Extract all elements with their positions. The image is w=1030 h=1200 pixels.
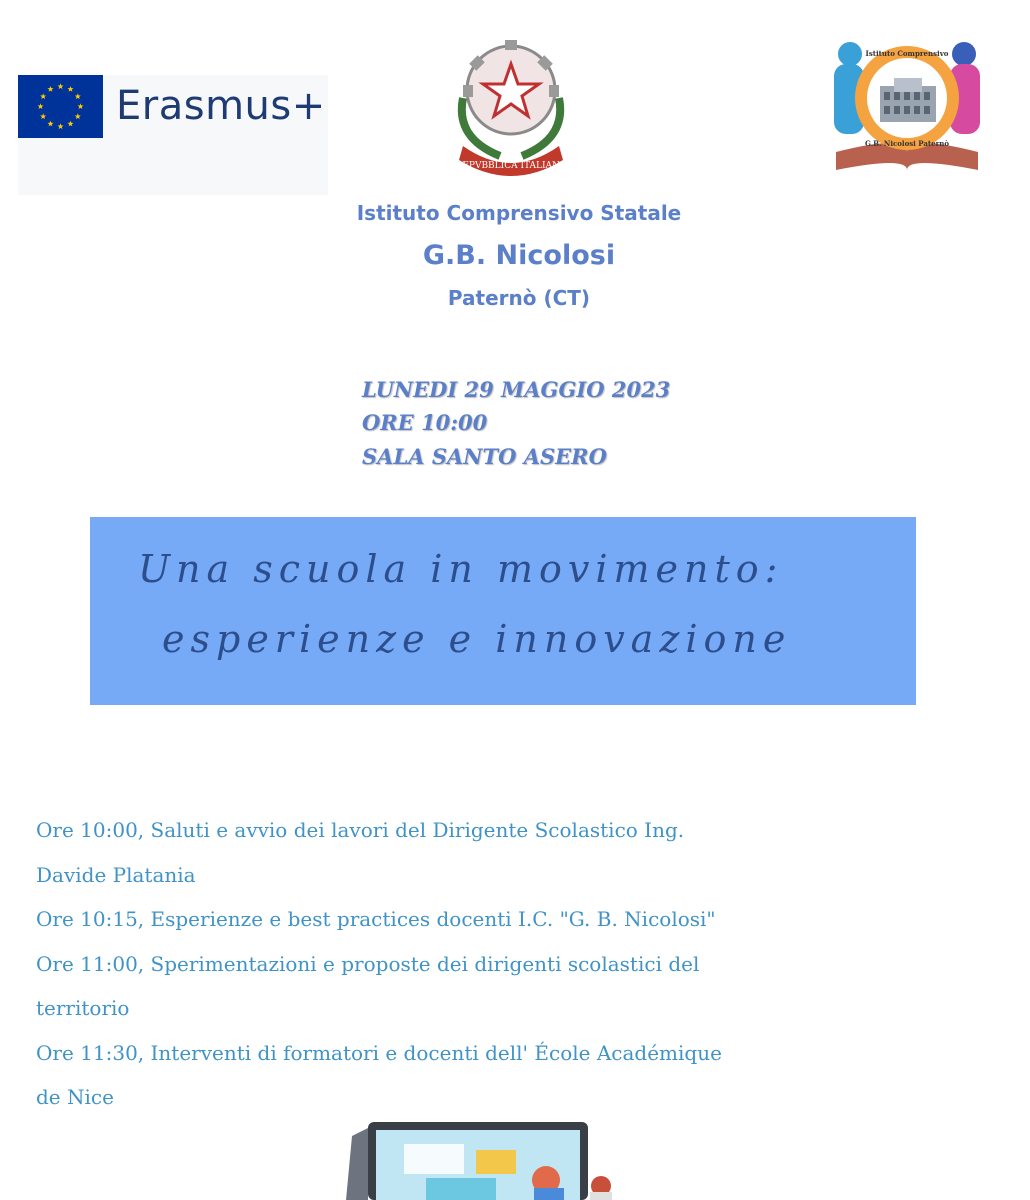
erasmus-wordmark: Erasmus+ [116,83,326,129]
school-logo-icon [828,34,986,174]
italian-republic-emblem-icon [445,28,577,180]
program-line: territorio [36,996,130,1020]
title-line-1: Una scuola in movimento: [138,547,784,591]
eu-flag-icon [18,75,103,138]
emblem-ribbon-text: REPVBBLICA ITALIANA [455,161,567,171]
program-line: Ore 11:30, Interventi di formatori e docenti dell' École Académique [36,1040,722,1065]
erasmus-plus-logo [18,75,328,195]
event-date: LUNEDI 29 MAGGIO 2023 [362,377,671,402]
program-line: Ore 10:15, Esperienze e best practices docenti I.C. "G. B. Nicolosi" [36,907,716,931]
institute-name: G.B. Nicolosi [422,240,616,271]
laptop-illustration-icon [346,1118,616,1200]
institute-type: Istituto Comprensivo Statale [356,201,682,225]
institute-city: Paternò (CT) [447,286,591,310]
program-line: de Nice [36,1085,114,1109]
school-logo-text-bottom: G.B. Nicolosi Paternò [864,139,950,148]
program-line: Ore 11:00, Sperimentazioni e proposte dei dirigenti scolastici del [36,951,700,976]
event-time: ORE 10:00 [362,410,488,435]
program-line: Davide Platania [36,862,196,887]
title-banner [90,517,916,705]
program-line: Ore 10:00, Saluti e avvio dei lavori del Dirigente Scolastico Ing. [36,818,685,842]
school-logo-text-top: Istituto Comprensivo [865,49,949,58]
event-place: SALA SANTO ASERO [362,444,607,469]
title-line-2: esperienze e innovazione [162,617,792,661]
program-list [36,808,916,1120]
